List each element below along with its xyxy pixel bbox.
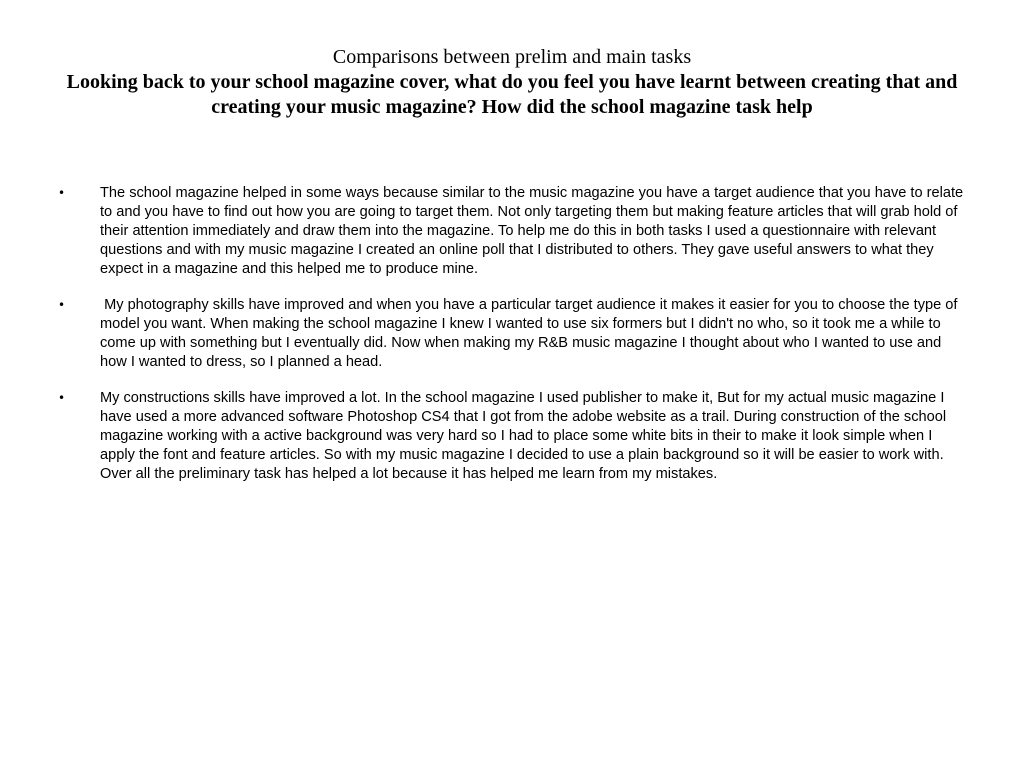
bullet-item-target-audience: • The school magazine helped in some ways because similar to the music magazine you have a target audience that you have to relate to and you have to find out how you are going to target them. Not only targeting them but making feature articles that will grab hold of their attention immediately and draw them into the magazine. To help me do this in both tasks I used a questionnaire with relevant questions and with my music magazine I created an online poll that I distributed to others. They gave useful answers to what they expect in a magazine and this helped me to produce mine. bbox=[58, 184, 968, 279]
title-question: Looking back to your school magazine cover, what do you feel you have learnt between creating that and creating your music magazine? How did the school magazine task help bbox=[66, 71, 958, 118]
slide-title bbox=[40, 45, 984, 120]
bullet-list bbox=[58, 184, 968, 501]
title-heading: Comparisons between prelim and main tasks bbox=[332, 46, 692, 68]
bullet-item-construction: • My constructions skills have improved a lot. In the school magazine I used publisher to make it, But for my actual music magazine I have used a more advanced software Photoshop CS4 that I got from the adobe website as a trail. During construction of the school magazine working with a active background was very hard so I had to place some white bits in their to make it look simple when I apply the font and feature articles. So with my music magazine I decided to use a plain background so it will be easier to work with. Over all the preliminary task has helped a lot because it has helped me learn from my mistakes. bbox=[58, 389, 968, 484]
bullet-item-photography: • My photography skills have improved and when you have a particular target audience it makes it easier for you to choose the type of model you want. When making the school magazine I knew I wanted to use six formers but I didn't no who, so it took me a while to come up with something but I eventually did. Now when making my R&B music magazine I thought about who I wanted to use and how I wanted to dress, so I planned a head. bbox=[58, 296, 968, 372]
